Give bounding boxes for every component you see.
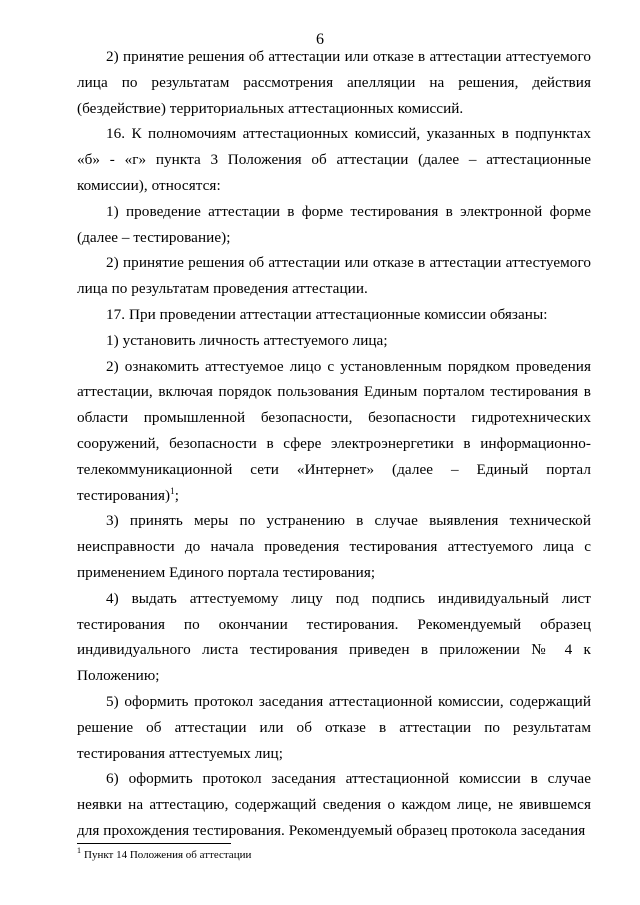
- paragraph-tail: ;: [174, 486, 179, 504]
- paragraph: 17. При проведении аттестации аттестационные комиссии обязаны:: [106, 305, 548, 323]
- footnote-reference[interactable]: 1: [170, 485, 175, 496]
- paragraph: 6) оформить протокол заседания аттестационной комиссии в случае неявки на аттестацию, содержащий сведения о каждом лице, не явившемся для прохождения тестирования. Рекомендуемый образец протокола заседания: [77, 770, 591, 839]
- paragraph: 2) принятие решения об аттестации или отказе в аттестации аттестуемого лица по результатам проведения аттестации.: [77, 254, 591, 298]
- paragraph: 2) принятие решения об аттестации или отказе в аттестации аттестуемого лица по результатам рассмотрения апелляции на решения, действия (бездействие) территориальных аттестационных комиссий.: [77, 48, 591, 117]
- paragraph: 1) установить личность аттестуемого лица;: [106, 331, 388, 349]
- footnote-mark: 1: [77, 846, 81, 856]
- footnote: [77, 846, 591, 862]
- paragraph: 4) выдать аттестуемому лицу под подпись индивидуальный лист тестирования по окончании тестирования. Рекомендуемый образец индивидуального листа тестирования приведен в приложении № 4 к Положению;: [77, 589, 591, 685]
- footnote-separator: [77, 843, 231, 844]
- paragraph: 1) проведение аттестации в форме тестирования в электронной форме (далее – тестирование);: [77, 202, 591, 246]
- paragraph-text: 2) ознакомить аттестуемое лицо с установленным порядком проведения аттестации, включая порядок пользования Единым порталом тестирования в области промышленной безопасности, безопасности гидротехнических сооружений, безопасности в сфере электроэнергетики в информационно-телекоммуникационной сети «Интернет» (далее – Единый портал тестирования): [77, 357, 591, 504]
- paragraph: [77, 354, 591, 509]
- footnote-text: Пункт 14 Положения об аттестации: [84, 849, 252, 861]
- paragraph: 3) принять меры по устранению в случае выявления технической неисправности до начала проведения тестирования аттестуемого лица с применением Единого портала тестирования;: [77, 512, 591, 581]
- paragraph: 16. К полномочиям аттестационных комиссий, указанных в подпунктах «б» - «г» пункта 3 Положения об аттестации (далее – аттестационные комиссии), относятся:: [77, 125, 591, 194]
- page-number: 6: [316, 31, 324, 48]
- body-text: [77, 44, 591, 844]
- paragraph: 5) оформить протокол заседания аттестационной комиссии, содержащий решение об аттестации или об отказе в аттестации по результатам тестирования аттестуемых лиц;: [77, 692, 591, 762]
